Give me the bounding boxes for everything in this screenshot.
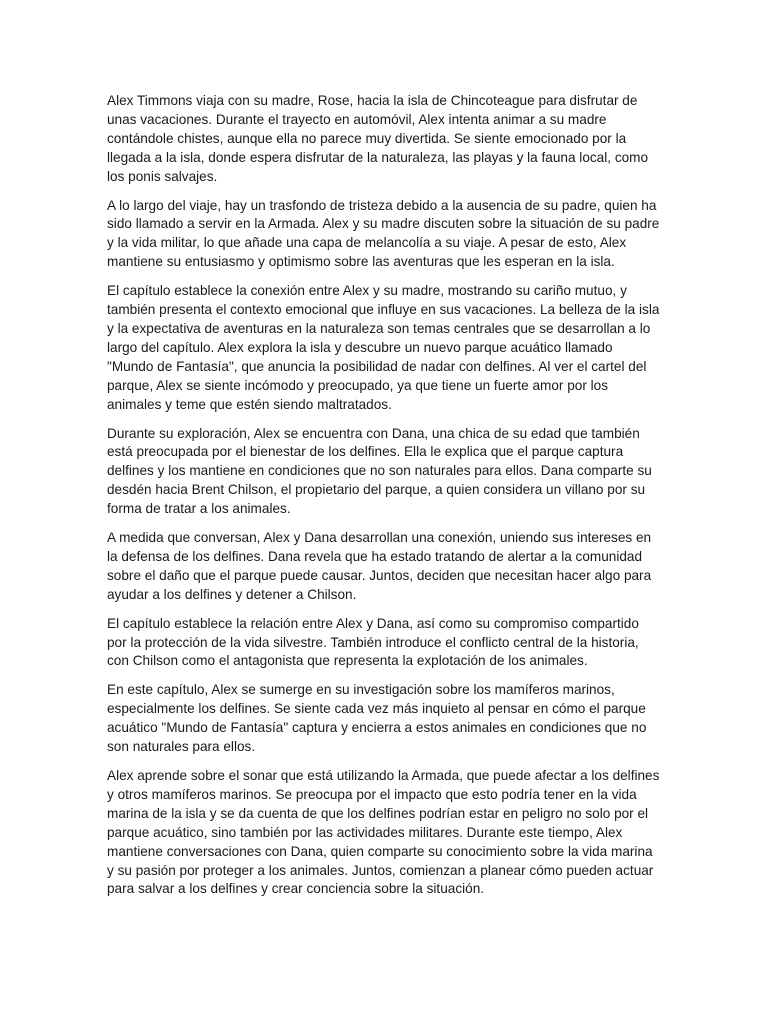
- paragraph-5: A medida que conversan, Alex y Dana desarrollan una conexión, uniendo sus intereses en la defensa de los delfines. Dana revela que ha estado tratando de alertar a la comunidad sobre el daño que el parque puede causar. Juntos, deciden que necesitan hacer algo para ayudar a los delfines y detener a Chilson.: [107, 530, 652, 602]
- paragraph-1: Alex Timmons viaja con su madre, Rose, hacia la isla de Chincoteague para disfrutar de unas vacaciones. Durante el trayecto en automóvil, Alex intenta animar a su madre contándole chistes, aunque ella no parece muy divertida. Se siente emocionado por la llegada a la isla, donde espera disfrutar de la naturaleza, las playas y la fauna local, como los ponis salvajes.: [107, 93, 649, 184]
- document-page: [107, 92, 662, 909]
- paragraph-8: Alex aprende sobre el sonar que está utilizando la Armada, que puede afectar a los delfines y otros mamíferos marinos. Se preocupa por el impacto que esto podría tener en la vida marina de la isla y se da cuenta de que los delfines podrían estar en peligro no solo por el parque acuático, sino también por las actividades militares. Durante este tiempo, Alex mantiene conversaciones con Dana, quien comparte su conocimiento sobre la vida marina y su pasión por proteger a los animales. Juntos, comienzan a planear cómo pueden actuar para salvar a los delfines y crear conciencia sobre la situación.: [107, 768, 660, 897]
- paragraph-6: El capítulo establece la relación entre Alex y Dana, así como su compromiso compartido por la protección de la vida silvestre. También introduce el conflicto central de la historia, con Chilson como el antagonista que representa la explotación de los animales.: [107, 615, 639, 669]
- paragraph-3: El capítulo establece la conexión entre Alex y su madre, mostrando su cariño mutuo, y también presenta el contexto emocional que influye en sus vacaciones. La belleza de la isla y la expectativa de aventuras en la naturaleza son temas centrales que se desarrollan a lo largo del capítulo. Alex explora la isla y descubre un nuevo parque acuático llamado "Mundo de Fantasía", que anuncia la posibilidad de nadar con delfines. Al ver el cartel del parque, Alex se siente incómodo y preocupado, ya que tiene un fuerte amor por los animales y teme que estén siendo maltratados.: [107, 283, 660, 412]
- paragraph-7: En este capítulo, Alex se sumerge en su investigación sobre los mamíferos marinos, especialmente los delfines. Se siente cada vez más inquieto al pensar en cómo el parque acuático "Mundo de Fantasía" captura y encierra a estos animales en condiciones que no son naturales para ellos.: [107, 682, 647, 755]
- paragraph-2: A lo largo del viaje, hay un trasfondo de tristeza debido a la ausencia de su padre, quien ha sido llamado a servir en la Armada. Alex y su madre discuten sobre la situación de su padre y la vida militar, lo que añade una capa de melancolía a su viaje. A pesar de esto, Alex mantiene su entusiasmo y optimismo sobre las aventuras que les esperan en la isla.: [107, 197, 660, 270]
- paragraph-4: Durante su exploración, Alex se encuentra con Dana, una chica de su edad que también está preocupada por el bienestar de los delfines. Ella le explica que el parque captura delfines y los mantiene en condiciones que no son naturales para ellos. Dana comparte su desdén hacia Brent Chilson, el propietario del parque, a quien considera un villano por su forma de tratar a los animales.: [107, 425, 652, 517]
